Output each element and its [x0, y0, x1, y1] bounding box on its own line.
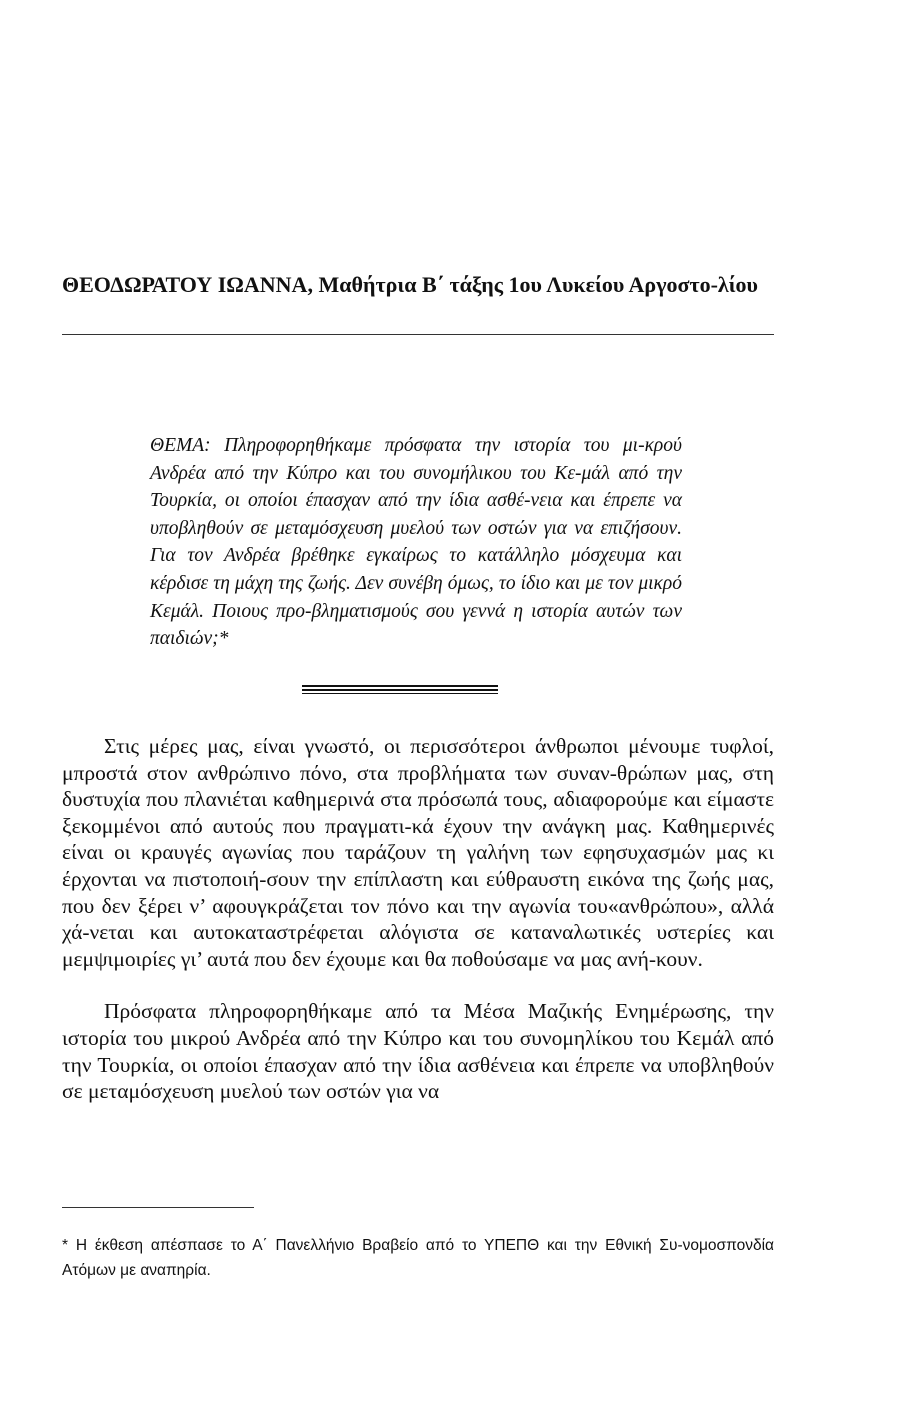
essay-body: [62, 733, 774, 1105]
footnote-rule: [62, 1207, 254, 1208]
body-paragraph: Πρόσφατα πληροφορηθήκαμε από τα Μέσα Μαζικής Ενημέρωσης, την ιστορία του μικρού Ανδρέα από την Κύπρο και του συνομηλίκου του Κεμάλ από την Τουρκία, οι οποίοι έπασχαν από την ίδια ασθένεια και έπρεπε να υποβληθούν σε μεταμόσχευση μυελού των οστών για να: [62, 999, 774, 1104]
theme-statement: ΘΕΜΑ: Πληροφορηθήκαμε πρόσφατα την ιστορία του μι-κρού Ανδρέα από την Κύπρο και του συνομήλικου του Κε-μάλ από την Τουρκία, οι οποίοι έπασχαν από την ίδια ασθέ-νεια και έπρεπε να υποβληθούν σε μεταμόσχευση μυελού των οστών για να επιζήσουν. Για τον Ανδρέα βρέθηκε εγκαίρως το κατάλληλο μόσχευμα και κέρδισε τη μάχη της ζωής. Δεν συνέβη όμως, το ίδιο και με τον μικρό Κεμάλ. Ποιους προ-βληματισμούς σου γεννά η ιστορία αυτών των παιδιών;*: [150, 435, 682, 650]
section-divider: [302, 685, 498, 694]
body-paragraph: Στις μέρες μας, είναι γνωστό, οι περισσότεροι άνθρωποι μένουμε τυφλοί, μπροστά στον ανθρώπινο πόνο, στα προβλήματα των συναν-θρώπων μας, στη δυστυχία που πλανιέται καθημερινά στα πρόσωπά τους, αδιαφορούμε και είμαστε ξεκομμένοι από αυτούς που πραγματι-κά έχουν την ανάγκη μας. Καθημερινές είναι οι κραυγές αγωνίας που ταράζουν τη γαλήνη των εφησυχασμών μας κι έρχονται να πιστοποιή-σουν την επίπλαστη και εύθραυστη εικόνα της ζωής μας, που δεν ξέρει ν’ αφουγκράζεται τον πόνο και την αγωνία του«ανθρώπου», αλλά χά-νεται και αυτοκαταστρέφεται αλόγιστα σε καταναλωτικές υστερίες και μεμψιμοιρίες γι’ αυτά που δεν έχουμε και θα ποθούσαμε να μας ανή-κουν.: [62, 734, 774, 971]
divider-line: [302, 693, 498, 694]
divider-line: [302, 689, 498, 691]
divider-line: [302, 685, 498, 687]
footnote: * Η έκθεση απέσπασε το Α΄ Πανελλήνιο Βραβείο από το ΥΠΕΠΘ και την Εθνική Συ-νομοσπονδία Ατόμων με αναπηρία.: [62, 1237, 774, 1279]
heading-rule: [62, 334, 774, 335]
author-heading: ΘΕΟΔΩΡΑΤΟΥ ΙΩΑΝΝΑ, Μαθήτρια Β΄ τάξης 1ου Λυκείου Αργοστο-λίου: [62, 272, 758, 297]
